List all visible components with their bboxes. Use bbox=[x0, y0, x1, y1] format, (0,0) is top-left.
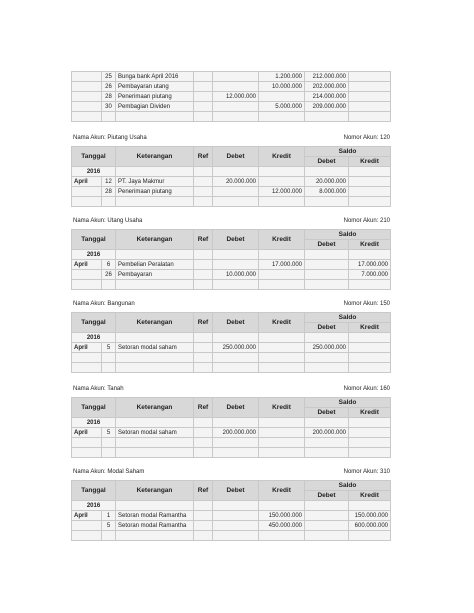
saldo-debet-cell bbox=[305, 511, 349, 521]
year-row bbox=[72, 501, 391, 511]
debet-cell bbox=[213, 82, 259, 92]
empty-cell bbox=[116, 438, 194, 448]
table-row bbox=[72, 197, 391, 207]
empty-cell bbox=[349, 438, 391, 448]
debet-cell bbox=[213, 260, 259, 270]
month-cell: April bbox=[72, 428, 102, 438]
empty-cell bbox=[102, 363, 116, 373]
empty-cell bbox=[259, 363, 305, 373]
empty-cell bbox=[305, 448, 349, 458]
header-saldo-kredit: Kredit bbox=[349, 491, 391, 501]
day-cell: 28 bbox=[102, 92, 116, 102]
day-cell: 28 bbox=[102, 187, 116, 197]
day-cell: 12 bbox=[102, 177, 116, 187]
description-cell: Setoran modal Ramantha bbox=[116, 511, 194, 521]
saldo-debet-cell: 214.000.000 bbox=[305, 92, 349, 102]
year-cell: 2016 bbox=[72, 167, 116, 177]
table-row bbox=[72, 363, 391, 373]
empty-cell bbox=[116, 333, 194, 343]
ledger-table bbox=[71, 229, 391, 290]
empty-cell bbox=[213, 438, 259, 448]
saldo-debet-cell: 250.000.000 bbox=[305, 343, 349, 353]
header-kredit: Kredit bbox=[259, 398, 305, 418]
month-cell bbox=[72, 82, 102, 92]
table-row bbox=[72, 428, 391, 438]
empty-cell bbox=[259, 197, 305, 207]
header-saldo: Saldo bbox=[305, 481, 391, 491]
table-row bbox=[72, 72, 391, 82]
table-row bbox=[72, 448, 391, 458]
empty-cell bbox=[102, 531, 116, 541]
description-cell: Pembayaran bbox=[116, 270, 194, 280]
empty-cell bbox=[305, 333, 349, 343]
header-saldo-debet: Debet bbox=[305, 157, 349, 167]
empty-cell bbox=[116, 250, 194, 260]
table-row bbox=[72, 280, 391, 290]
empty-cell bbox=[194, 531, 213, 541]
empty-cell bbox=[194, 167, 213, 177]
header-debet: Debet bbox=[213, 481, 259, 501]
debet-cell bbox=[213, 72, 259, 82]
header-saldo: Saldo bbox=[305, 230, 391, 240]
day-cell: 6 bbox=[102, 260, 116, 270]
empty-cell bbox=[213, 418, 259, 428]
day-cell: 26 bbox=[102, 270, 116, 280]
header-row bbox=[72, 147, 391, 157]
empty-cell bbox=[349, 167, 391, 177]
empty-cell bbox=[259, 333, 305, 343]
description-cell: PT. Jaya Makmur bbox=[116, 177, 194, 187]
empty-cell bbox=[194, 501, 213, 511]
empty-cell bbox=[72, 353, 102, 363]
header-kredit: Kredit bbox=[259, 147, 305, 167]
ledger-table bbox=[71, 397, 391, 458]
ref-cell bbox=[194, 343, 213, 353]
empty-cell bbox=[305, 112, 349, 122]
header-ref: Ref bbox=[194, 398, 213, 418]
empty-cell bbox=[259, 418, 305, 428]
empty-cell bbox=[213, 280, 259, 290]
saldo-debet-cell: 20.000.000 bbox=[305, 177, 349, 187]
header-saldo-kredit: Kredit bbox=[349, 240, 391, 250]
description-cell: Setoran modal saham bbox=[116, 343, 194, 353]
saldo-kredit-cell bbox=[349, 92, 391, 102]
header-tanggal: Tanggal bbox=[72, 481, 116, 501]
ref-cell bbox=[194, 82, 213, 92]
saldo-debet-cell: 209.000.000 bbox=[305, 102, 349, 112]
empty-cell bbox=[72, 112, 102, 122]
year-row bbox=[72, 167, 391, 177]
empty-cell bbox=[213, 353, 259, 363]
saldo-kredit-cell bbox=[349, 187, 391, 197]
empty-cell bbox=[259, 501, 305, 511]
empty-cell bbox=[349, 448, 391, 458]
empty-cell bbox=[194, 280, 213, 290]
empty-cell bbox=[194, 438, 213, 448]
kredit-cell: 5.000.000 bbox=[259, 102, 305, 112]
empty-cell bbox=[349, 112, 391, 122]
table-row bbox=[72, 343, 391, 353]
header-kredit: Kredit bbox=[259, 481, 305, 501]
account-number: Nomor Akun: 310 bbox=[343, 469, 390, 475]
year-cell: 2016 bbox=[72, 501, 116, 511]
description-cell: Pembelian Peralatan bbox=[116, 260, 194, 270]
ref-cell bbox=[194, 102, 213, 112]
year-cell: 2016 bbox=[72, 333, 116, 343]
debet-cell bbox=[213, 102, 259, 112]
empty-cell bbox=[349, 418, 391, 428]
ref-cell bbox=[194, 72, 213, 82]
month-cell bbox=[72, 187, 102, 197]
empty-cell bbox=[259, 353, 305, 363]
saldo-kredit-cell: 150.000.000 bbox=[349, 511, 391, 521]
month-cell: April bbox=[72, 260, 102, 270]
empty-cell bbox=[305, 363, 349, 373]
header-tanggal: Tanggal bbox=[72, 313, 116, 333]
debet-cell bbox=[213, 511, 259, 521]
saldo-kredit-cell bbox=[349, 72, 391, 82]
debet-cell bbox=[213, 187, 259, 197]
debet-cell: 12.000.000 bbox=[213, 92, 259, 102]
header-saldo: Saldo bbox=[305, 147, 391, 157]
empty-cell bbox=[194, 448, 213, 458]
empty-cell bbox=[349, 531, 391, 541]
empty-cell bbox=[116, 197, 194, 207]
kredit-cell bbox=[259, 428, 305, 438]
saldo-debet-cell bbox=[305, 521, 349, 531]
table-row bbox=[72, 270, 391, 280]
empty-cell bbox=[213, 363, 259, 373]
kredit-cell bbox=[259, 343, 305, 353]
kredit-cell bbox=[259, 177, 305, 187]
table-row bbox=[72, 353, 391, 363]
day-cell: 1 bbox=[102, 511, 116, 521]
saldo-kredit-cell bbox=[349, 82, 391, 92]
header-ref: Ref bbox=[194, 147, 213, 167]
empty-cell bbox=[116, 363, 194, 373]
empty-cell bbox=[305, 501, 349, 511]
saldo-debet-cell: 200.000.000 bbox=[305, 428, 349, 438]
account-header bbox=[71, 385, 390, 395]
table-row bbox=[72, 177, 391, 187]
header-saldo-debet: Debet bbox=[305, 408, 349, 418]
empty-cell bbox=[72, 531, 102, 541]
account-number: Nomor Akun: 160 bbox=[343, 386, 390, 392]
header-saldo: Saldo bbox=[305, 398, 391, 408]
table-row bbox=[72, 102, 391, 112]
saldo-debet-cell bbox=[305, 270, 349, 280]
day-cell: 5 bbox=[102, 343, 116, 353]
account-header bbox=[71, 300, 390, 310]
header-keterangan: Keterangan bbox=[116, 230, 194, 250]
empty-cell bbox=[259, 112, 305, 122]
ref-cell bbox=[194, 521, 213, 531]
empty-cell bbox=[213, 167, 259, 177]
empty-cell bbox=[305, 531, 349, 541]
empty-cell bbox=[194, 250, 213, 260]
empty-cell bbox=[349, 197, 391, 207]
empty-cell bbox=[72, 280, 102, 290]
ledger-table bbox=[71, 480, 391, 541]
empty-cell bbox=[102, 438, 116, 448]
header-saldo-debet: Debet bbox=[305, 240, 349, 250]
header-saldo-kredit: Kredit bbox=[349, 157, 391, 167]
month-cell bbox=[72, 72, 102, 82]
table-row bbox=[72, 187, 391, 197]
empty-cell bbox=[305, 197, 349, 207]
empty-cell bbox=[213, 112, 259, 122]
year-row bbox=[72, 250, 391, 260]
saldo-debet-cell: 212.000.000 bbox=[305, 72, 349, 82]
empty-cell bbox=[259, 280, 305, 290]
empty-cell bbox=[305, 280, 349, 290]
empty-cell bbox=[116, 448, 194, 458]
empty-cell bbox=[259, 167, 305, 177]
description-cell: Pembayaran utang bbox=[116, 82, 194, 92]
empty-cell bbox=[72, 197, 102, 207]
kredit-cell: 12.000.000 bbox=[259, 187, 305, 197]
header-ref: Ref bbox=[194, 313, 213, 333]
header-keterangan: Keterangan bbox=[116, 481, 194, 501]
empty-cell bbox=[194, 363, 213, 373]
empty-cell bbox=[116, 531, 194, 541]
table-row bbox=[72, 511, 391, 521]
table-row bbox=[72, 82, 391, 92]
header-debet: Debet bbox=[213, 147, 259, 167]
account-number: Nomor Akun: 120 bbox=[343, 135, 390, 141]
saldo-kredit-cell: 600.000.000 bbox=[349, 521, 391, 531]
empty-cell bbox=[259, 438, 305, 448]
empty-cell bbox=[349, 501, 391, 511]
year-row bbox=[72, 333, 391, 343]
table-row bbox=[72, 438, 391, 448]
empty-cell bbox=[259, 250, 305, 260]
month-cell bbox=[72, 102, 102, 112]
header-saldo-debet: Debet bbox=[305, 491, 349, 501]
header-saldo: Saldo bbox=[305, 313, 391, 323]
description-cell: Bunga bank April 2016 bbox=[116, 72, 194, 82]
account-header bbox=[71, 134, 390, 144]
month-cell: April bbox=[72, 177, 102, 187]
saldo-debet-cell: 202.000.000 bbox=[305, 82, 349, 92]
description-cell: Penerimaan piutang bbox=[116, 187, 194, 197]
debet-cell: 20.000.000 bbox=[213, 177, 259, 187]
empty-cell bbox=[102, 353, 116, 363]
header-row bbox=[72, 313, 391, 323]
empty-cell bbox=[305, 250, 349, 260]
header-tanggal: Tanggal bbox=[72, 230, 116, 250]
kredit-cell: 17.000.000 bbox=[259, 260, 305, 270]
ref-cell bbox=[194, 511, 213, 521]
description-cell: Penerimaan piutang bbox=[116, 92, 194, 102]
debet-cell: 250.000.000 bbox=[213, 343, 259, 353]
empty-cell bbox=[349, 280, 391, 290]
header-ref: Ref bbox=[194, 481, 213, 501]
account-number: Nomor Akun: 150 bbox=[343, 301, 390, 307]
saldo-debet-cell bbox=[305, 260, 349, 270]
empty-cell bbox=[213, 531, 259, 541]
top-ledger-table bbox=[71, 71, 391, 122]
empty-cell bbox=[116, 418, 194, 428]
empty-cell bbox=[349, 363, 391, 373]
header-keterangan: Keterangan bbox=[116, 147, 194, 167]
description-cell: Setoran modal saham bbox=[116, 428, 194, 438]
empty-cell bbox=[194, 333, 213, 343]
empty-cell bbox=[194, 112, 213, 122]
empty-cell bbox=[305, 353, 349, 363]
year-cell: 2016 bbox=[72, 418, 116, 428]
saldo-kredit-cell: 7.000.000 bbox=[349, 270, 391, 280]
saldo-kredit-cell bbox=[349, 428, 391, 438]
empty-cell bbox=[349, 353, 391, 363]
year-cell: 2016 bbox=[72, 250, 116, 260]
empty-cell bbox=[349, 250, 391, 260]
table-row bbox=[72, 92, 391, 102]
day-cell: 5 bbox=[102, 428, 116, 438]
kredit-cell bbox=[259, 92, 305, 102]
saldo-kredit-cell bbox=[349, 177, 391, 187]
empty-cell bbox=[305, 418, 349, 428]
empty-cell bbox=[102, 448, 116, 458]
empty-cell bbox=[102, 280, 116, 290]
header-kredit: Kredit bbox=[259, 230, 305, 250]
header-row bbox=[72, 481, 391, 491]
account-number: Nomor Akun: 210 bbox=[343, 218, 390, 224]
day-cell: 5 bbox=[102, 521, 116, 531]
ledger-table bbox=[71, 146, 391, 207]
header-kredit: Kredit bbox=[259, 313, 305, 333]
debet-cell: 200.000.000 bbox=[213, 428, 259, 438]
day-cell: 25 bbox=[102, 72, 116, 82]
header-row bbox=[72, 230, 391, 240]
empty-cell bbox=[116, 501, 194, 511]
empty-cell bbox=[194, 353, 213, 363]
description-cell: Setoran modal Ramantha bbox=[116, 521, 194, 531]
empty-cell bbox=[259, 448, 305, 458]
account-name: Nama Akun: Utang Usaha bbox=[73, 218, 143, 224]
day-cell: 26 bbox=[102, 82, 116, 92]
top-ledger-continuation bbox=[71, 71, 390, 122]
saldo-kredit-cell: 17.000.000 bbox=[349, 260, 391, 270]
ref-cell bbox=[194, 428, 213, 438]
header-saldo-debet: Debet bbox=[305, 323, 349, 333]
kredit-cell bbox=[259, 270, 305, 280]
empty-cell bbox=[305, 167, 349, 177]
empty-cell bbox=[349, 333, 391, 343]
header-ref: Ref bbox=[194, 230, 213, 250]
ref-cell bbox=[194, 177, 213, 187]
debet-cell bbox=[213, 521, 259, 531]
month-cell: April bbox=[72, 343, 102, 353]
account-name: Nama Akun: Bangunan bbox=[73, 301, 135, 307]
kredit-cell: 150.000.000 bbox=[259, 511, 305, 521]
empty-cell bbox=[194, 197, 213, 207]
kredit-cell: 10.000.000 bbox=[259, 82, 305, 92]
empty-cell bbox=[116, 167, 194, 177]
header-debet: Debet bbox=[213, 230, 259, 250]
debet-cell: 10.000.000 bbox=[213, 270, 259, 280]
ref-cell bbox=[194, 187, 213, 197]
saldo-debet-cell: 8.000.000 bbox=[305, 187, 349, 197]
empty-cell bbox=[305, 438, 349, 448]
ref-cell bbox=[194, 92, 213, 102]
account-header bbox=[71, 217, 390, 227]
empty-cell bbox=[259, 531, 305, 541]
header-tanggal: Tanggal bbox=[72, 147, 116, 167]
header-saldo-kredit: Kredit bbox=[349, 408, 391, 418]
month-cell bbox=[72, 92, 102, 102]
header-saldo-kredit: Kredit bbox=[349, 323, 391, 333]
empty-cell bbox=[72, 438, 102, 448]
ledger-table bbox=[71, 312, 391, 373]
empty-cell bbox=[194, 418, 213, 428]
header-debet: Debet bbox=[213, 398, 259, 418]
ref-cell bbox=[194, 260, 213, 270]
empty-cell bbox=[213, 197, 259, 207]
kredit-cell: 450.000.000 bbox=[259, 521, 305, 531]
empty-cell bbox=[116, 280, 194, 290]
header-keterangan: Keterangan bbox=[116, 398, 194, 418]
day-cell: 30 bbox=[102, 102, 116, 112]
empty-cell bbox=[213, 333, 259, 343]
empty-cell bbox=[116, 353, 194, 363]
saldo-kredit-cell bbox=[349, 343, 391, 353]
kredit-cell: 1.200.000 bbox=[259, 72, 305, 82]
year-row bbox=[72, 418, 391, 428]
empty-cell bbox=[72, 448, 102, 458]
empty-cell bbox=[72, 363, 102, 373]
account-header bbox=[71, 468, 390, 478]
empty-cell bbox=[116, 112, 194, 122]
header-tanggal: Tanggal bbox=[72, 398, 116, 418]
table-row bbox=[72, 112, 391, 122]
month-cell: April bbox=[72, 511, 102, 521]
header-keterangan: Keterangan bbox=[116, 313, 194, 333]
ref-cell bbox=[194, 270, 213, 280]
header-debet: Debet bbox=[213, 313, 259, 333]
month-cell bbox=[72, 521, 102, 531]
empty-cell bbox=[213, 501, 259, 511]
table-row bbox=[72, 260, 391, 270]
saldo-kredit-cell bbox=[349, 102, 391, 112]
empty-cell bbox=[102, 197, 116, 207]
empty-cell bbox=[213, 448, 259, 458]
table-row bbox=[72, 531, 391, 541]
account-name: Nama Akun: Tanah bbox=[73, 386, 124, 392]
description-cell: Pembagian Dividen bbox=[116, 102, 194, 112]
account-name: Nama Akun: Modal Saham bbox=[73, 469, 145, 475]
account-name: Nama Akun: Piutang Usaha bbox=[73, 135, 147, 141]
table-row bbox=[72, 521, 391, 531]
empty-cell bbox=[102, 112, 116, 122]
month-cell bbox=[72, 270, 102, 280]
empty-cell bbox=[213, 250, 259, 260]
header-row bbox=[72, 398, 391, 408]
